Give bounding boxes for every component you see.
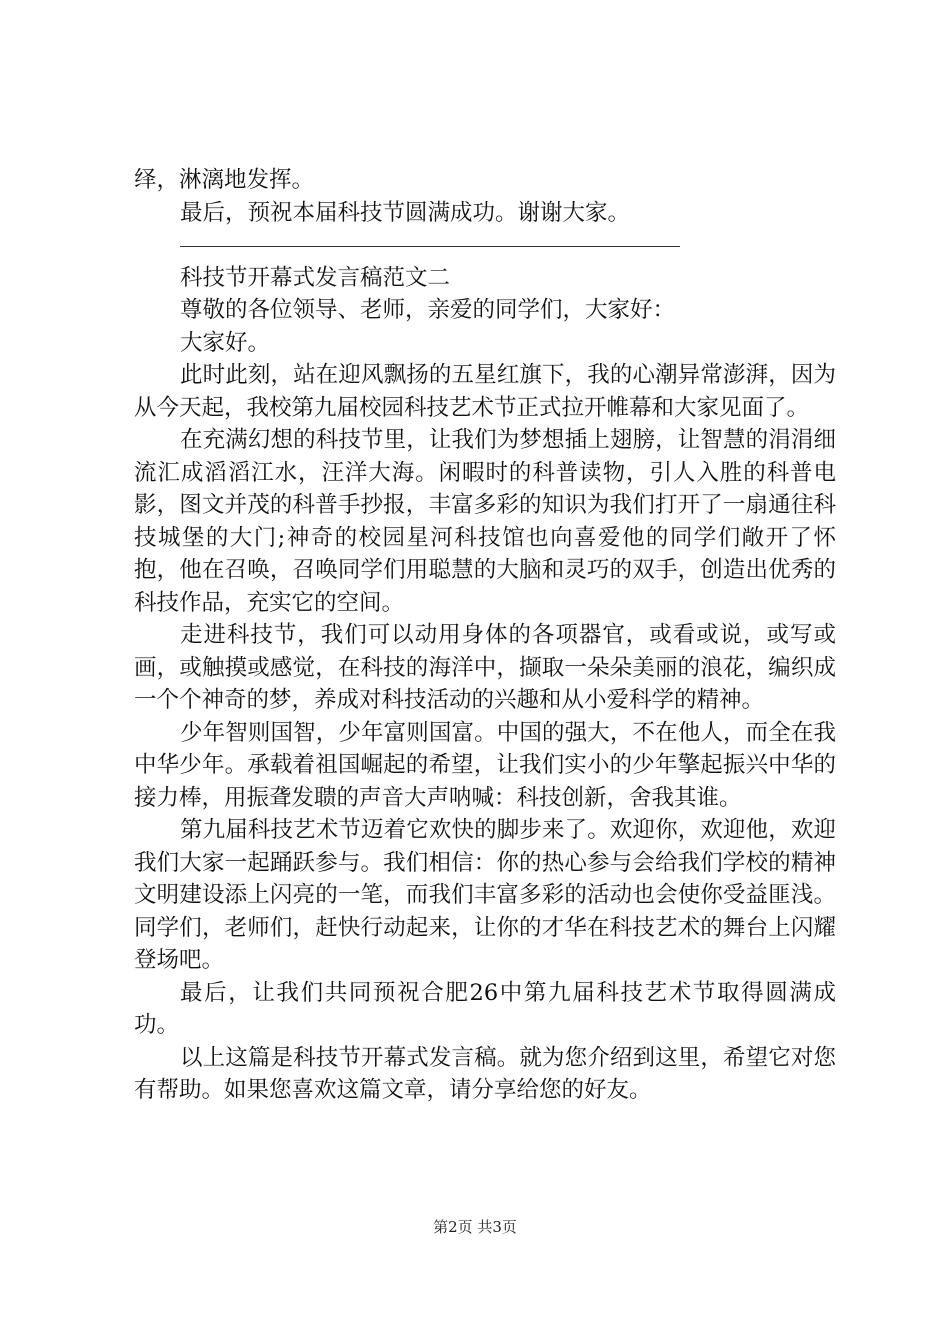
paragraph-continuation: 绎，淋漓地发挥。	[134, 167, 315, 193]
paragraph: 少年智则国智，少年富则国富。中国的强大，不在他人，而全在我中华少年。承载着祖国崛起的希望，让我们实小的少年擎起振兴中华的接力棒，用振聋发聩的声音大声呐喊：科技创新，舍我其谁。	[134, 719, 836, 811]
document-body	[134, 164, 836, 1107]
paragraph-summary: 以上这篇是科技节开幕式发言稿。就为您介绍到这里，希望它对您有帮助。如果您喜欢这篇文章，请分享给您的好友。	[134, 1044, 836, 1103]
section-title: 科技节开幕式发言稿范文二	[180, 264, 451, 291]
section-divider	[134, 229, 836, 262]
page-number-footer: 第2页 共3页	[433, 1218, 517, 1236]
greeting: 大家好。	[180, 329, 271, 356]
paragraph-closing-wish: 最后，预祝本届科技节圆满成功。谢谢大家。	[180, 199, 631, 226]
paragraph: 最后，让我们共同预祝合肥26中第九届科技艺术节取得圆满成功。	[134, 979, 836, 1038]
paragraph: 走进科技节，我们可以动用身体的各项器官，或看或说，或写或画，或触摸或感觉，在科技的海洋中，撷取一朵朵美丽的浪花，编织成一个个神奇的梦，养成对科技活动的兴趣和从小爱科学的精神。	[134, 622, 836, 713]
paragraph: 此时此刻，站在迎风飘扬的五星红旗下，我的心潮异常澎湃，因为从今天起，我校第九届校园科技艺术节正式拉开帷幕和大家见面了。	[134, 362, 836, 421]
salutation: 尊敬的各位领导、老师，亲爱的同学们，大家好：	[180, 297, 676, 323]
paragraph: 在充满幻想的科技节里，让我们为梦想插上翅膀，让智慧的涓涓细流汇成滔滔江水，汪洋大海。闲暇时的科普读物，引人入胜的科普电影，图文并茂的科普手抄报，丰富多彩的知识为我们打开了一扇通往科技城堡的大门;神奇的校园星河科技馆也向喜爱他的同学们敞开了怀抱，他在召唤，召唤同学们用聪慧的大脑和灵巧的双手，创造出优秀的科技作品，充实它的空间。	[134, 427, 836, 616]
paragraph: 第九届科技艺术节迈着它欢快的脚步来了。欢迎你，欢迎他，欢迎我们大家一起踊跃参与。我们相信：你的热心参与会给我们学校的精神文明建设添上闪亮的一笔，而我们丰富多彩的活动也会使你受益匪浅。同学们，老师们，赶快行动起来，让你的才华在科技艺术的舞台上闪耀登场吧。	[134, 817, 836, 973]
